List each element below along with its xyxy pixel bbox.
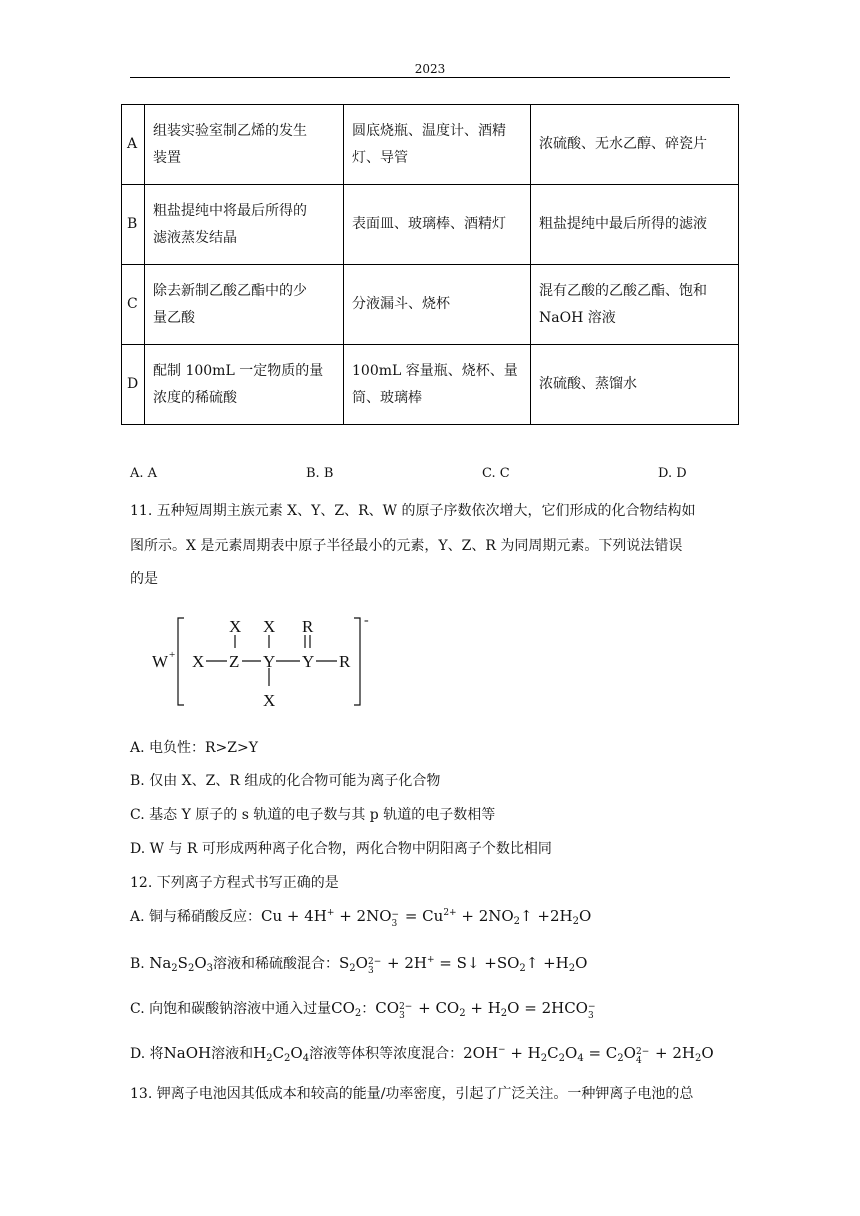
atom-y: Y bbox=[263, 652, 276, 671]
cation-charge: + bbox=[169, 649, 176, 661]
header-rule bbox=[130, 77, 730, 78]
instruments-cell: 100mL 容量瓶、烧杯、量 筒、玻璃棒 bbox=[344, 345, 531, 425]
row-label: C bbox=[122, 265, 145, 345]
table-row bbox=[122, 105, 739, 185]
atom-x: X bbox=[192, 652, 205, 671]
options-table bbox=[121, 104, 739, 425]
q12-option-a[interactable]: A. 铜与稀硝酸反应：Cu + 4H+ + 2NO− $3 = Cu^{2+}$ + $2NO_2↑ +2H_2O$ bbox=[130, 907, 592, 929]
row-label: D bbox=[122, 345, 145, 425]
task-cell: 配制 100mL 一定物质的量 浓度的稀硫酸 bbox=[145, 345, 344, 425]
bracket-left bbox=[178, 618, 184, 705]
q10-choice-b[interactable]: B. B bbox=[306, 466, 334, 481]
page-header-year: 2023 bbox=[414, 62, 446, 76]
atom-x: X bbox=[229, 617, 242, 636]
task-cell: 除去新制乙酸乙酯中的少 量乙酸 bbox=[145, 265, 344, 345]
task-cell: 粗盐提纯中将最后所得的 滤液蒸发结晶 bbox=[145, 185, 344, 265]
q12-stem: 12. 下列离子方程式书写正确的是 bbox=[130, 875, 339, 891]
bracket-right bbox=[354, 618, 360, 705]
q10-choice-d[interactable]: D. D bbox=[658, 466, 687, 481]
q13-stem: 13. 钾离子电池因其低成本和较高的能量/功率密度，引起了广泛关注。一种钾离子电池的总 bbox=[130, 1086, 694, 1102]
q11-option-b[interactable]: B. 仅由 X、Z、R 组成的化合物可能为离子化合物 bbox=[130, 773, 441, 789]
task-cell: 组装实验室制乙烯的发生 装置 bbox=[145, 105, 344, 185]
atom-z: Z bbox=[229, 652, 240, 671]
q12-option-c[interactable]: C. 向饱和碳酸钠溶液中通入过量$CO_2$：CO2− $3 + CO_2 + H_2O = 2HCO-$ 3 bbox=[130, 999, 596, 1021]
row-label: B bbox=[122, 185, 145, 265]
atom-x: X bbox=[263, 691, 276, 710]
q10-choice-a[interactable]: A. A bbox=[130, 466, 158, 481]
atom-r: R bbox=[339, 652, 351, 671]
reagents-cell: 粗盐提纯中最后所得的滤液 bbox=[531, 185, 739, 265]
table-row bbox=[122, 265, 739, 345]
q11-stem-line1: 11. 五种短周期主族元素 X、Y、Z、R、W 的原子序数依次增大，它们形成的化合物结构如 bbox=[130, 503, 696, 519]
instruments-cell: 圆底烧瓶、温度计、酒精 灯、导管 bbox=[344, 105, 531, 185]
table-row bbox=[122, 185, 739, 265]
instruments-cell: 分液漏斗、烧杯 bbox=[344, 265, 531, 345]
q11-option-d[interactable]: D. W 与 R 可形成两种离子化合物，两化合物中阴阳离子个数比相同 bbox=[130, 841, 552, 857]
q11-stem-line3: 的是 bbox=[130, 571, 158, 587]
atom-y: Y bbox=[302, 652, 315, 671]
q12-option-b[interactable]: B. $Na_2S_2O_3$溶液和稀硫酸混合：$S_2O2-$ 3 + 2H+ = S↓ $+SO_2↑ +H_2O$ bbox=[130, 954, 588, 976]
cation-w: W bbox=[152, 652, 169, 671]
q12-option-d[interactable]: D. 将NaOH溶液和$H_2C_2O_4$溶液等体积等浓度混合：$2OH^- + H_2C_2O_4 = C_2O2-$ $4 + 2H_2O$ bbox=[130, 1044, 714, 1066]
atom-r: R bbox=[302, 617, 314, 636]
structure-diagram bbox=[148, 610, 378, 715]
atom-x: X bbox=[263, 617, 276, 636]
instruments-cell: 表面皿、玻璃棒、酒精灯 bbox=[344, 185, 531, 265]
q11-stem-line2: 图所示。X 是元素周期表中原子半径最小的元素，Y、Z、R 为同周期元素。下列说法错误 bbox=[130, 538, 683, 554]
q11-option-a[interactable]: A. 电负性：R>Z>Y bbox=[130, 740, 258, 756]
reagents-cell: 混有乙酸的乙酸乙酯、饱和 NaOH 溶液 bbox=[531, 265, 739, 345]
reagents-cell: 浓硫酸、蒸馏水 bbox=[531, 345, 739, 425]
q11-option-c[interactable]: C. 基态 Y 原子的 s 轨道的电子数与其 p 轨道的电子数相等 bbox=[130, 807, 496, 823]
anion-charge: - bbox=[364, 613, 369, 628]
table-row bbox=[122, 345, 739, 425]
q10-choice-c[interactable]: C. C bbox=[482, 466, 510, 481]
row-label: A bbox=[122, 105, 145, 185]
reagents-cell: 浓硫酸、无水乙醇、碎瓷片 bbox=[531, 105, 739, 185]
